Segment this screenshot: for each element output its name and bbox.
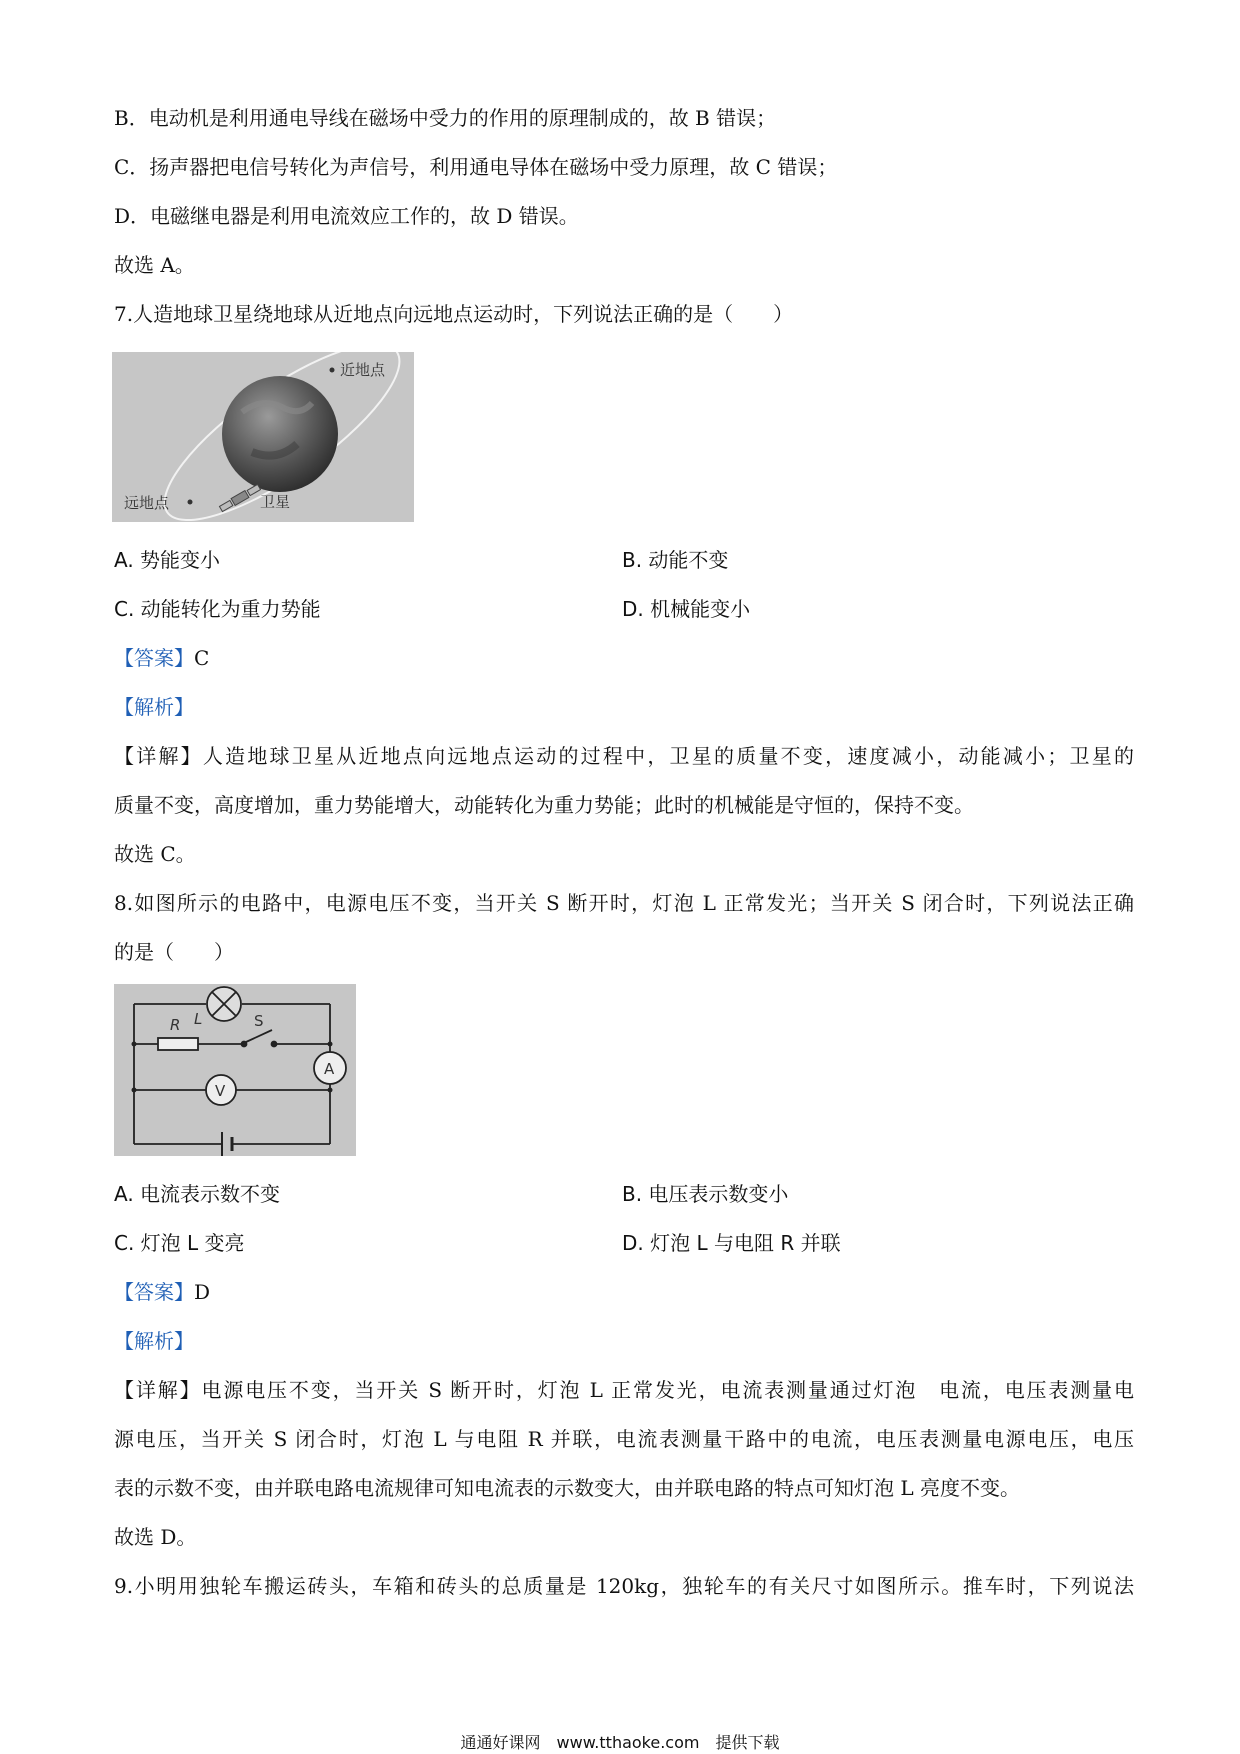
- near-point-label: 近地点: [340, 361, 386, 379]
- prev-option-b-explanation: B．电动机是利用通电导线在磁场中受力的作用的原理制成的，故 B 错误；: [114, 106, 777, 130]
- q7-option-c: C. 动能转化为重力势能: [114, 597, 321, 621]
- q8-detail-tag: 【详解】: [114, 1378, 202, 1402]
- q8-detail-line-1: [114, 1376, 1134, 1404]
- battery-icon: [222, 1132, 232, 1156]
- q8-detail-text-1: 电源电压不变，当开关 S 断开时，灯泡 L 正常发光，电流表测量通过灯泡 电流，电压表测量电: [201, 1378, 1135, 1402]
- satellite-icon: [219, 484, 261, 513]
- q7-analysis-tag: 【解析】: [114, 695, 194, 719]
- lamp-icon: [207, 987, 241, 1021]
- q7-detail-line-1: [114, 742, 1134, 770]
- q7-answer-value: C: [194, 646, 210, 670]
- switch-icon: [242, 1030, 277, 1047]
- q7-option-d: D. 机械能变小: [622, 597, 751, 621]
- q8-stem-line-1: 8.如图所示的电路中，电源电压不变，当开关 S 断开时，灯泡 L 正常发光；当开关 S 闭合时，下列说法正确: [114, 891, 1134, 915]
- label-r: R: [170, 1016, 181, 1034]
- q8-circuit-figure: [114, 984, 356, 1156]
- q7-detail-tag: 【详解】: [114, 744, 203, 768]
- q7-stem: 7.人造地球卫星绕地球从近地点向远地点运动时，下列说法正确的是（ ）: [114, 302, 794, 326]
- q7-answer-tag: 【答案】: [114, 646, 194, 670]
- near-point-dot: [330, 368, 335, 373]
- page-footer: 通通好课网 www.tthaoke.com 提供下载: [460, 1733, 780, 1752]
- q8-option-b: B. 电压表示数变小: [622, 1182, 789, 1206]
- label-a: A: [324, 1060, 335, 1078]
- label-s: S: [254, 1012, 264, 1030]
- q7-choose: 故选 C。: [114, 842, 196, 866]
- q8-stem-line-2: 的是（ ）: [114, 940, 234, 964]
- q8-choose: 故选 D。: [114, 1525, 197, 1549]
- resistor-icon: [158, 1038, 198, 1050]
- q7-option-a: A. 势能变小: [114, 548, 221, 572]
- prev-option-d-explanation: D．电磁继电器是利用电流效应工作的，故 D 错误。: [114, 204, 579, 228]
- q8-detail-line-3: 表的示数不变，由并联电路电流规律可知电流表的示数变大，由并联电路的特点可知灯泡 L 亮度不变。: [114, 1476, 1020, 1500]
- far-point-dot: [188, 500, 193, 505]
- satellite-label: 卫星: [260, 493, 291, 511]
- q8-option-d: D. 灯泡 L 与电阻 R 并联: [622, 1231, 841, 1255]
- q8-analysis-tag: 【解析】: [114, 1329, 194, 1353]
- q7-option-b: B. 动能不变: [622, 548, 729, 572]
- q8-option-c: C. 灯泡 L 变亮: [114, 1231, 245, 1255]
- q8-answer-tag: 【答案】: [114, 1280, 194, 1304]
- q9-stem: 9.小明用独轮车搬运砖头，车箱和砖头的总质量是 120kg，独轮车的有关尺寸如图所示。推车时，下列说法: [114, 1574, 1134, 1598]
- q8-answer-value: D: [194, 1280, 211, 1304]
- label-l: L: [194, 1010, 203, 1028]
- q8-answer: [114, 1278, 210, 1306]
- earth-icon: [222, 376, 338, 492]
- far-point-label: 远地点: [124, 494, 170, 512]
- prev-choose: 故选 A。: [114, 253, 195, 277]
- q8-option-a: A. 电流表示数不变: [114, 1182, 281, 1206]
- q7-detail-text-1: 人造地球卫星从近地点向远地点运动的过程中，卫星的质量不变，速度减小，动能减小；卫星的: [202, 744, 1135, 768]
- q7-satellite-figure: [112, 352, 414, 522]
- q8-detail-line-2: 源电压，当开关 S 闭合时，灯泡 L 与电阻 R 并联，电流表测量干路中的电流，电压表测量电源电压，电压: [114, 1427, 1134, 1451]
- label-v: V: [215, 1082, 226, 1100]
- q7-answer: [114, 644, 209, 672]
- q7-detail-line-2: 质量不变，高度增加，重力势能增大，动能转化为重力势能；此时的机械能是守恒的，保持不变。: [114, 793, 974, 817]
- prev-option-c-explanation: C．扬声器把电信号转化为声信号，利用通电导体在磁场中受力原理，故 C 错误；: [114, 155, 838, 179]
